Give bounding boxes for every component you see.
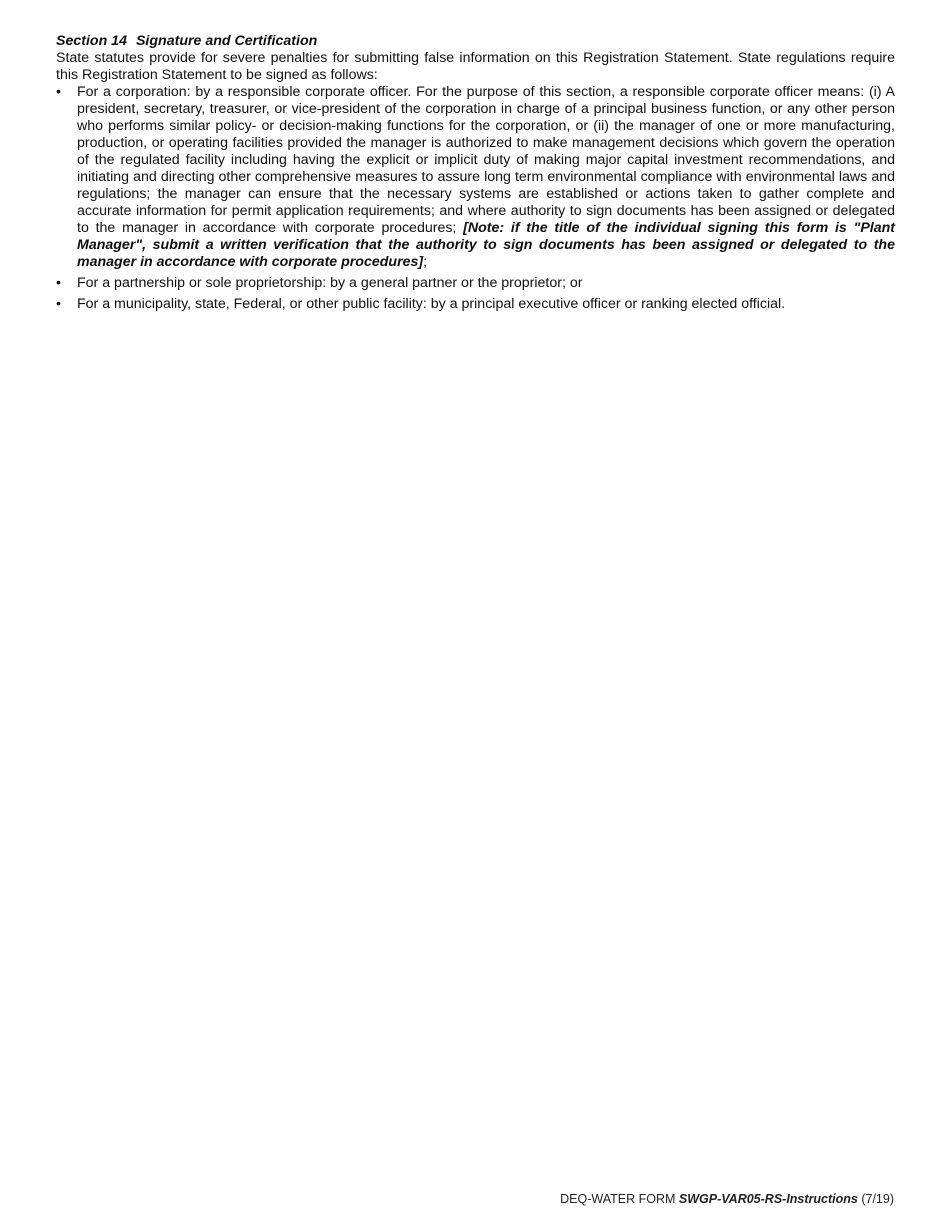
bullet-icon: •: [56, 84, 61, 100]
plant-manager-note: [Note: if the title of the individual signing this form is "Plant Manager", submit a written verification that the authority to sign documents has been assigned or delegated to the manager in accordance with corporate procedures]: [77, 220, 896, 270]
section-title: Signature and Certification: [135, 33, 318, 49]
signer-requirements-list: [56, 84, 895, 313]
corporation-text-tail: ;: [423, 254, 428, 270]
list-item-partnership: [56, 275, 895, 292]
corporation-text: For a corporation: by a responsible corporate officer. For the purpose of this section, a responsible corporate officer means: (i) A president, secretary, treasurer, or vice-president of the corporation in charge of a principal business function, or any other person who performs similar policy- or decision-making functions for the corporation, or (ii) the manager of one or more manufacturing, production, or operating facilities provided the manager is authorized to make management decisions which govern the operation of the regulated facility including having the explicit or implicit duty of making major capital investment recommendations, and initiating and directing other comprehensive measures to assure long term environmental compliance with environmental laws and regulations; the manager can ensure that the necessary systems are established or actions taken to gather complete and accurate information for permit application requirements; and where authority to sign documents has been assigned or delegated to the manager in accordance with corporate procedures;: [77, 84, 895, 236]
footer-prefix: DEQ-WATER FORM: [560, 1192, 679, 1206]
document-page: [56, 33, 895, 313]
intro-paragraph: State statutes provide for severe penalties for submitting false information on this Registration Statement. State regulations require this Registration Statement to be signed as follows:: [56, 50, 895, 83]
section-heading: [56, 33, 895, 50]
section-number: Section 14: [56, 33, 127, 49]
form-revision: (7/19): [857, 1192, 894, 1206]
list-item-corporation: [56, 84, 895, 271]
list-item-public-facility: [56, 296, 895, 313]
public-facility-text: For a municipality, state, Federal, or other public facility: by a principal executive officer or ranking elected official.: [77, 296, 786, 312]
bullet-icon: •: [56, 275, 61, 291]
partnership-text: For a partnership or sole proprietorship: by a general partner or the proprietor; or: [77, 275, 583, 291]
bullet-icon: •: [56, 296, 61, 312]
form-code: SWGP-VAR05-RS-Instructions: [678, 1192, 858, 1206]
page-footer: [560, 1192, 894, 1207]
